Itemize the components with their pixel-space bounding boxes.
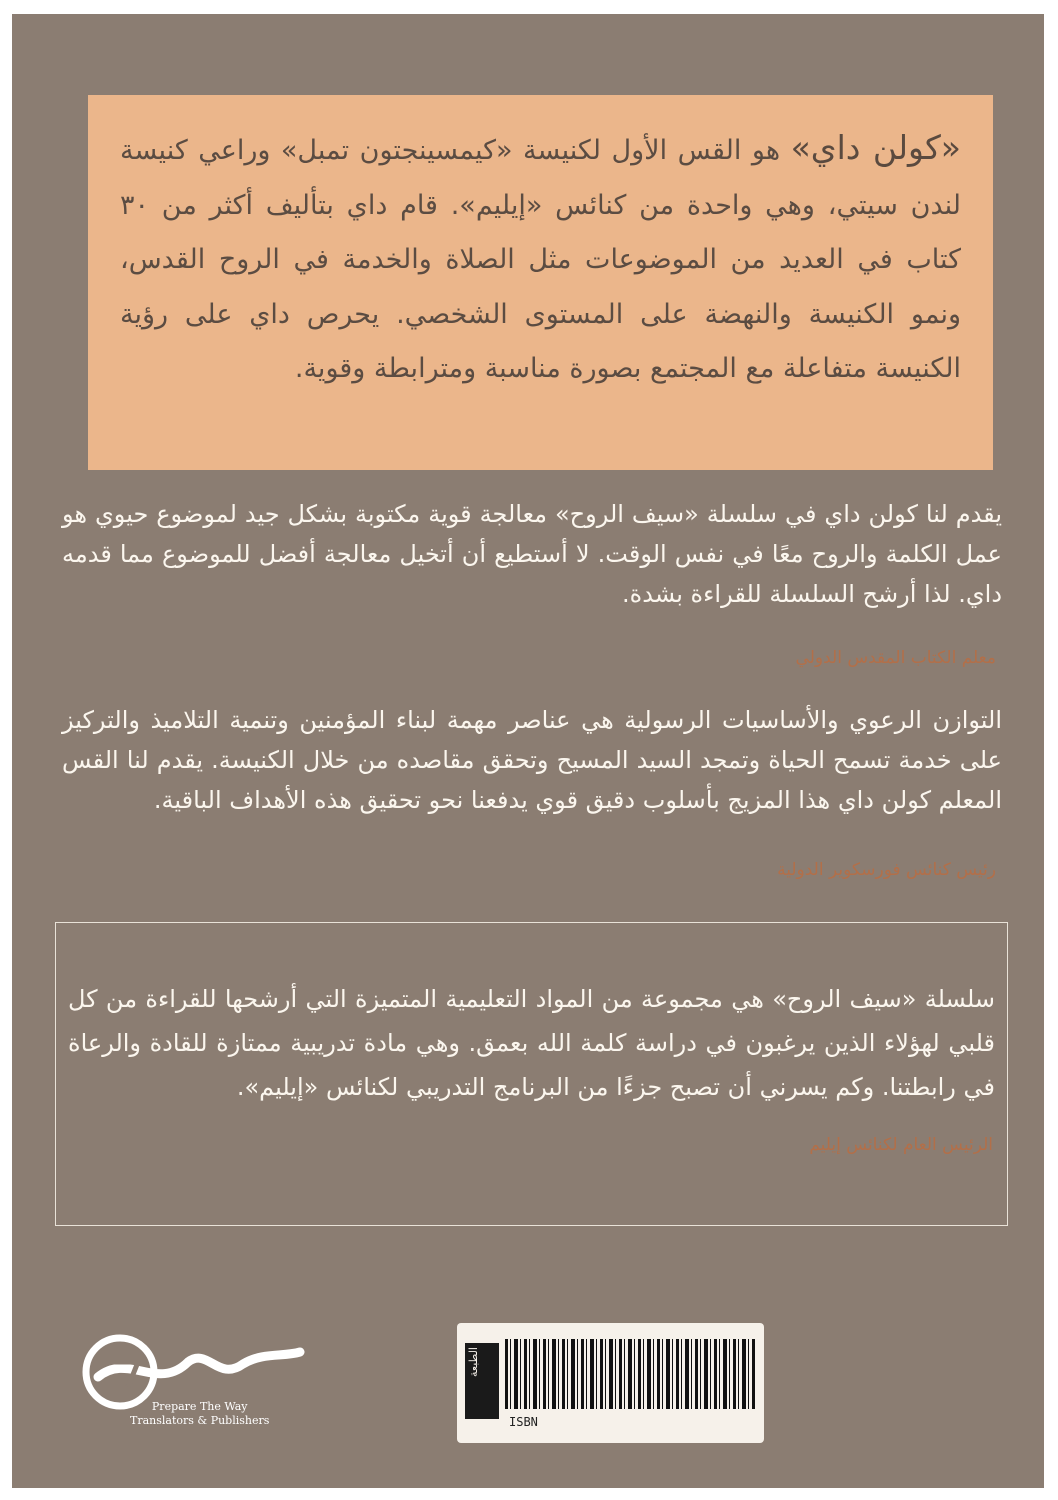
endorsement-1-attribution: معلم الكتاب المقدس الدولي [795,648,996,668]
endorsement-2-text: التوازن الرعوي والأساسيات الرسولية هي عناصر مهمة لبناء المؤمنين وتنمية التلاميذ والتركيز على خدمة تسمح الحياة وتمجد السيد المسيح وتحقق مقاصده من خلال الكنيسة. يقدم لنا القس المعلم كولن داي هذا المزيج بأسلوب دقيق قوي يدفعنا نحو تحقيق هذه الأهداف الباقية. [62,706,1002,814]
publisher-line-1: Prepare The Way [151,1400,248,1413]
series-endorsement-box [55,922,1008,1226]
publisher-line-2: Translators & Publishers [130,1414,270,1427]
barcode-label [457,1323,764,1443]
barcode-side-label: الطبعة [467,1347,480,1377]
endorsement-2-attribution: رئيس كنائس فورسكوير الدولية [777,860,996,880]
endorsement-1-text: يقدم لنا كولن داي في سلسلة «سيف الروح» معالجة قوية مكتوبة بشكل جيد لموضوع حيوي هو عمل الكلمة والروح معًا في نفس الوقت. لا أستطيع أن أتخيل معالجة أفضل للموضوع مما قدمه داي. لذا أرشح السلسلة للقراءة بشدة. [62,500,1002,608]
author-bio-box [88,95,993,470]
series-endorsement-attribution: الرئيس العام لكنائس إيليم [809,1135,993,1155]
barcode-number: ISBN [509,1415,538,1429]
barcode-icon [505,1339,755,1409]
publisher-name [130,1400,269,1428]
series-endorsement-text: سلسلة «سيف الروح» هي مجموعة من المواد التعليمية المتميزة التي أرشحها للقراءة من كل قلبي لهؤلاء الذين يرغبون في دراسة كلمة الله بعمق. وهي مادة تدريبية ممتازة للقادة والرعاة في رابطتنا. وكم يسرني أن تصبح جزءًا من البرنامج التدريبي لكنائس «إيليم». [68,985,995,1101]
author-name: «كولن داي» [790,128,961,167]
author-bio-text: هو القس الأول لكنيسة «كيمسينجتون تمبل» وراعي كنيسة لندن سيتي، وهي واحدة من كنائس «إيليم». قام داي بتأليف أكثر من ٣٠ كتاب في العديد من الموضوعات مثل الصلاة والخدمة في الروح القدس، ونمو الكنيسة والنهضة على المستوى الشخصي. يحرص داي على رؤية الكنيسة متفاعلة مع المجتمع بصورة مناسبة ومترابطة وقوية. [120,135,961,384]
author-bio [120,121,961,397]
